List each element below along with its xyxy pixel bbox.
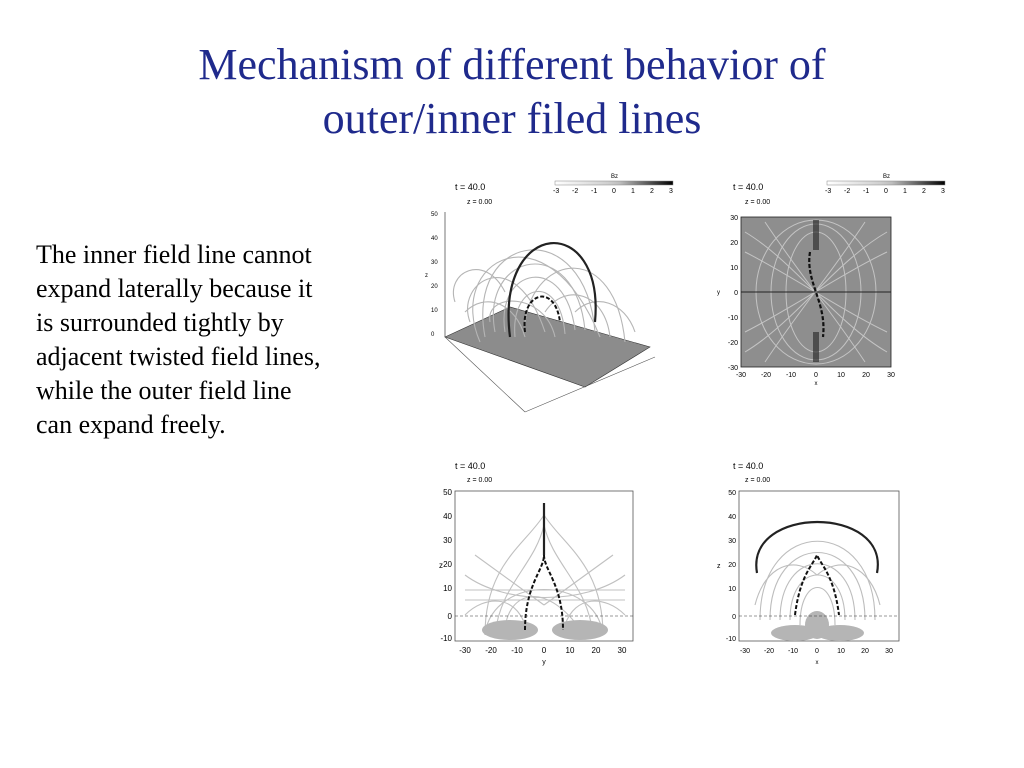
svg-text:20: 20 [591, 646, 601, 655]
z-label: z = 0.00 [467, 477, 493, 484]
svg-text:2: 2 [922, 188, 926, 195]
svg-text:-3: -3 [825, 188, 832, 195]
svg-text:50: 50 [728, 490, 736, 497]
svg-text:-3: -3 [553, 188, 560, 195]
time-label: t = 40.0 [733, 461, 764, 471]
slide-title [0, 38, 1024, 146]
svg-text:20: 20 [862, 372, 870, 379]
time-label: t = 40.0 [455, 182, 486, 192]
svg-text:-20: -20 [763, 648, 775, 655]
colorbar-title: Bz [611, 174, 619, 180]
panel-side-view-x [705, 455, 930, 670]
svg-text:-10: -10 [787, 648, 799, 655]
title-line-2: outer/inner filed lines [322, 94, 702, 143]
svg-text:0: 0 [612, 188, 616, 195]
svg-text:-10: -10 [440, 634, 452, 643]
colorbar-ticks [553, 188, 673, 195]
svg-text:30: 30 [728, 538, 736, 545]
svg-text:40: 40 [443, 512, 452, 521]
body-line-1: The inner field line cannot [36, 240, 312, 269]
body-line-5: while the outer field line [36, 376, 292, 405]
body-line-6: can expand freely. [36, 410, 226, 439]
body-text [36, 238, 421, 442]
svg-text:0: 0 [734, 290, 738, 297]
time-label: t = 40.0 [455, 461, 486, 471]
colorbar-ticks [825, 188, 945, 195]
svg-text:30: 30 [431, 260, 438, 266]
svg-text:0: 0 [541, 646, 547, 655]
x-axis-label: y [542, 659, 546, 666]
svg-text:-1: -1 [591, 188, 598, 195]
x-ticks [736, 372, 895, 379]
svg-text:30: 30 [730, 215, 738, 222]
z-label: z = 0.00 [467, 199, 493, 206]
svg-text:3: 3 [941, 188, 945, 195]
svg-text:0: 0 [814, 372, 818, 379]
svg-text:-10: -10 [785, 372, 797, 379]
z-ticks [726, 490, 736, 643]
svg-text:10: 10 [565, 646, 575, 655]
flux-patch-south [813, 332, 819, 362]
colorbar-title: Bz [883, 174, 891, 180]
svg-text:1: 1 [631, 188, 635, 195]
colorbar [555, 181, 673, 185]
svg-text:40: 40 [728, 514, 736, 521]
footpoint-clouds [771, 611, 864, 641]
svg-text:30: 30 [617, 646, 627, 655]
panel-side-view-y [425, 455, 650, 670]
svg-text:10: 10 [443, 584, 452, 593]
svg-text:10: 10 [431, 308, 438, 314]
svg-text:40: 40 [431, 236, 438, 242]
svg-text:50: 50 [431, 212, 438, 218]
svg-text:0: 0 [431, 332, 435, 338]
title-line-1: Mechanism of different behavior of [198, 40, 826, 89]
y-axis-label: y [717, 290, 720, 296]
svg-text:0: 0 [884, 188, 888, 195]
svg-text:20: 20 [730, 240, 738, 247]
svg-text:20: 20 [728, 562, 736, 569]
z-ticks [431, 212, 438, 338]
svg-text:-10: -10 [725, 636, 736, 643]
svg-text:30: 30 [887, 372, 895, 379]
svg-text:10: 10 [730, 265, 738, 272]
svg-text:10: 10 [837, 372, 845, 379]
svg-text:-2: -2 [844, 188, 851, 195]
svg-text:1: 1 [903, 188, 907, 195]
svg-text:20: 20 [861, 648, 869, 655]
svg-text:-30: -30 [735, 372, 747, 379]
body-line-3: is surrounded tightly by [36, 308, 284, 337]
z-label: z = 0.00 [745, 199, 771, 206]
svg-text:10: 10 [837, 648, 845, 655]
svg-text:-10: -10 [511, 646, 523, 655]
panel-top-view [705, 172, 955, 387]
svg-text:-10: -10 [727, 315, 738, 322]
svg-text:-30: -30 [739, 648, 751, 655]
svg-text:30: 30 [885, 648, 893, 655]
svg-text:-20: -20 [485, 646, 497, 655]
svg-text:20: 20 [443, 560, 452, 569]
svg-text:0: 0 [815, 648, 819, 655]
svg-text:0: 0 [447, 612, 452, 621]
svg-text:20: 20 [431, 284, 438, 290]
svg-text:10: 10 [728, 586, 736, 593]
body-line-4: adjacent twisted field lines, [36, 342, 321, 371]
x-axis-label: x [814, 381, 818, 387]
footpoint-clouds [482, 620, 608, 640]
flux-patch-north [813, 220, 819, 250]
svg-text:-20: -20 [760, 372, 772, 379]
x-ticks [459, 646, 627, 655]
z-axis-label: z [717, 563, 721, 570]
svg-text:0: 0 [732, 614, 736, 621]
svg-text:3: 3 [669, 188, 673, 195]
time-label: t = 40.0 [733, 182, 764, 192]
svg-text:-30: -30 [459, 646, 471, 655]
panel-3d-view [425, 172, 715, 422]
body-line-2: expand laterally because it [36, 274, 313, 303]
svg-text:-1: -1 [863, 188, 870, 195]
svg-text:2: 2 [650, 188, 654, 195]
svg-text:30: 30 [443, 536, 452, 545]
z-axis-label: z [439, 561, 443, 570]
y-ticks [728, 215, 738, 372]
colorbar [827, 181, 945, 185]
svg-text:50: 50 [443, 488, 452, 497]
x-ticks [740, 648, 893, 655]
z-label: z = 0.00 [745, 477, 771, 484]
inner-field-line [525, 555, 563, 630]
svg-text:-20: -20 [727, 340, 738, 347]
svg-text:-30: -30 [727, 365, 738, 372]
z-axis-letter: z [425, 273, 428, 279]
svg-text:-2: -2 [572, 188, 579, 195]
x-axis-label: x [815, 660, 819, 666]
